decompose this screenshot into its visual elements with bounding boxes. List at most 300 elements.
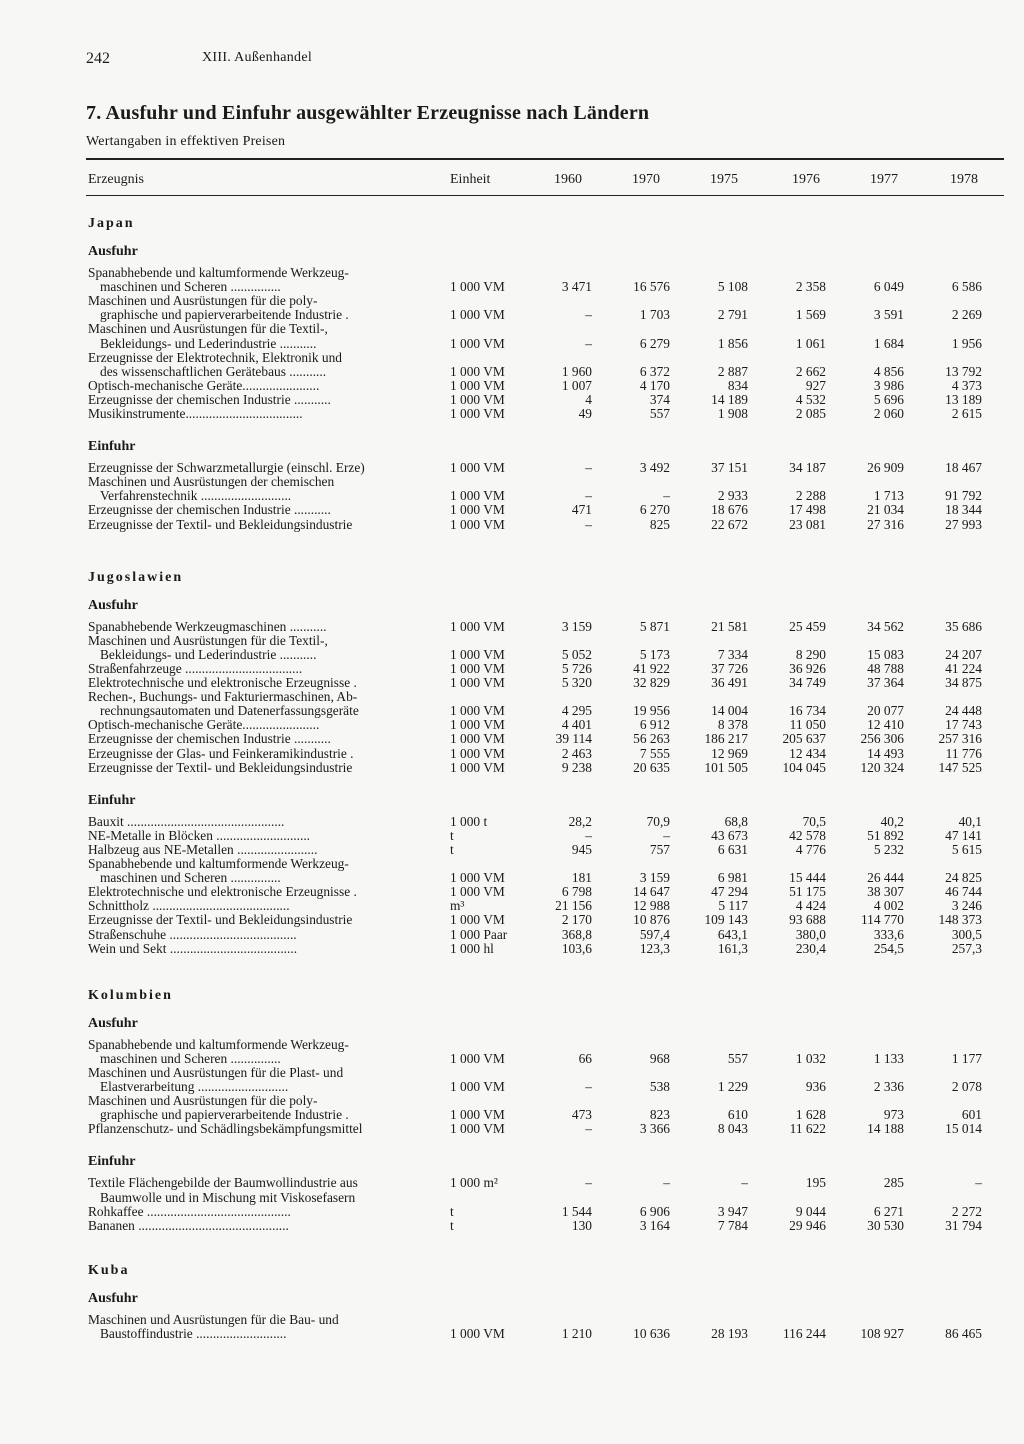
row-value: – xyxy=(663,1175,670,1191)
row-value: 601 xyxy=(961,1107,982,1123)
row-value: 257,3 xyxy=(951,940,982,956)
row-value: 5 726 xyxy=(561,660,592,676)
row-unit: 1 000 VM xyxy=(450,717,505,733)
row-value: 300,5 xyxy=(951,926,982,942)
row-value: 6 912 xyxy=(639,717,670,733)
row-value: 40,1 xyxy=(958,813,982,829)
row-value: – xyxy=(585,516,592,532)
row-label: graphische und papierverarbeitende Industrie . xyxy=(100,308,349,323)
row-value: 21 581 xyxy=(711,618,748,634)
row-label: Baustoffindustrie ........................... xyxy=(100,1326,287,1341)
table-row xyxy=(86,365,1004,379)
row-value: 22 672 xyxy=(711,516,748,532)
row-value: 17 498 xyxy=(789,502,826,518)
row-label: Rohkaffee ........................................... xyxy=(88,1204,291,1219)
row-unit: 1 000 VM xyxy=(450,307,505,323)
row-value: 1 229 xyxy=(717,1079,748,1094)
row-value: 43 673 xyxy=(711,827,748,843)
row-value: 7 555 xyxy=(639,745,670,761)
table-row xyxy=(86,761,1004,775)
row-value: 15 014 xyxy=(945,1121,982,1137)
row-value: 3 471 xyxy=(561,279,592,295)
table-row xyxy=(86,885,1004,899)
row-value: 29 946 xyxy=(789,1217,826,1233)
table-row xyxy=(86,942,1004,956)
table-row xyxy=(86,704,1004,718)
row-label: Straßenschuhe ...................................... xyxy=(88,927,297,942)
row-unit: 1 000 VM xyxy=(450,1107,505,1123)
row-value: 15 083 xyxy=(867,646,904,662)
row-value: 14 189 xyxy=(711,391,748,407)
table-row xyxy=(86,379,1004,393)
column-header-year: 1977 xyxy=(870,172,898,187)
row-value: 47 141 xyxy=(945,827,982,843)
row-unit: 1 000 VM xyxy=(450,646,505,662)
table-row xyxy=(86,829,1004,843)
row-value: 6 981 xyxy=(717,870,748,886)
row-label: Maschinen und Ausrüstungen für die poly- xyxy=(88,294,318,309)
table-row xyxy=(86,280,1004,294)
row-value: 473 xyxy=(571,1107,592,1123)
row-unit: 1 000 VM xyxy=(450,731,505,747)
column-header-year: 1978 xyxy=(950,172,978,187)
row-label: Baumwolle und in Mischung mit Viskosefasern xyxy=(100,1190,356,1205)
row-value: 1 177 xyxy=(951,1050,982,1066)
row-value: 823 xyxy=(649,1107,670,1123)
row-value: 86 465 xyxy=(945,1325,982,1341)
running-head: XIII. Außenhandel xyxy=(202,50,313,65)
row-label: Erzeugnisse der chemischen Industrie ........... xyxy=(88,503,331,518)
row-value: 9 238 xyxy=(561,759,592,775)
row-label: Schnittholz ......................................... xyxy=(88,899,290,914)
column-header-year: 1960 xyxy=(554,172,582,187)
row-value: 3 986 xyxy=(873,377,904,393)
row-value: 186 217 xyxy=(704,731,748,747)
row-value: 2 615 xyxy=(951,406,982,421)
row-value: 5 871 xyxy=(639,618,670,634)
row-unit: 1 000 VM xyxy=(450,488,505,504)
row-value: 5 117 xyxy=(718,898,748,914)
row-value: – xyxy=(585,488,592,504)
row-value: 120 324 xyxy=(860,759,904,775)
row-value: – xyxy=(663,827,670,843)
row-value: 4 532 xyxy=(795,391,826,407)
row-value: 6 906 xyxy=(639,1203,670,1219)
table-row xyxy=(86,676,1004,690)
row-value: 825 xyxy=(649,516,670,532)
table-row xyxy=(86,503,1004,517)
section-heading: Einfuhr xyxy=(88,1154,136,1170)
row-value: 114 770 xyxy=(860,912,904,928)
row-label: Textile Flächengebilde der Baumwollindustrie aus xyxy=(88,1176,358,1191)
row-value: 31 794 xyxy=(945,1217,982,1233)
row-value: 8 378 xyxy=(717,717,748,733)
row-value: 9 044 xyxy=(795,1203,826,1219)
row-value: 5 052 xyxy=(561,646,592,662)
row-label: Bekleidungs- und Lederindustrie ........... xyxy=(100,647,317,662)
row-label: Spanabhebende und kaltumformende Werkzeug- xyxy=(88,857,349,871)
row-label: maschinen und Scheren ............... xyxy=(100,871,281,886)
column-header-year: 1975 xyxy=(710,172,738,187)
table-row xyxy=(86,461,1004,475)
row-label: Spanabhebende Werkzeugmaschinen ........... xyxy=(88,619,327,634)
row-value: 21 034 xyxy=(867,502,904,518)
row-value: 2 463 xyxy=(561,745,592,761)
row-label: Halbzeug aus NE-Metallen ........................ xyxy=(88,842,318,857)
row-value: 285 xyxy=(883,1175,904,1191)
column-header-product: Erzeugnis xyxy=(88,172,144,187)
row-label: Erzeugnisse der Glas- und Feinkeramikindustrie . xyxy=(88,746,354,761)
row-value: 40,2 xyxy=(880,813,904,829)
table-row xyxy=(86,1080,1004,1094)
row-value: 20 635 xyxy=(633,759,670,775)
row-value: 56 263 xyxy=(633,731,670,747)
row-value: 7 784 xyxy=(717,1217,748,1233)
row-value: 28,2 xyxy=(568,813,592,829)
row-value: 38 307 xyxy=(867,884,904,900)
row-value: 66 xyxy=(578,1050,592,1066)
table-row xyxy=(86,489,1004,503)
row-unit: 1 000 VM xyxy=(450,660,505,676)
row-unit: 1 000 VM xyxy=(450,1050,505,1066)
table-row xyxy=(86,322,1004,336)
row-unit: 1 000 VM xyxy=(450,759,505,775)
row-value: 15 444 xyxy=(789,870,826,886)
row-value: 256 306 xyxy=(860,731,904,747)
row-unit: 1 000 VM xyxy=(450,502,505,518)
row-value: 116 244 xyxy=(782,1325,826,1341)
row-value: 230,4 xyxy=(795,940,826,956)
table-row xyxy=(86,407,1004,421)
row-value: 4 856 xyxy=(873,363,904,379)
row-value: 2 933 xyxy=(717,488,748,504)
row-value: 39 114 xyxy=(555,731,592,747)
row-value: 4 776 xyxy=(795,841,826,857)
row-value: 108 927 xyxy=(860,1325,904,1341)
row-value: 2 170 xyxy=(561,912,592,928)
section-heading: Ausfuhr xyxy=(88,244,138,259)
row-value: 6 049 xyxy=(873,279,904,295)
table-row xyxy=(86,1122,1004,1136)
row-value: – xyxy=(585,1121,592,1137)
table-row xyxy=(86,648,1004,662)
row-value: – xyxy=(663,488,670,504)
row-unit: 1 000 VM xyxy=(450,377,505,393)
table-row xyxy=(86,1327,1004,1341)
row-unit: 1 000 VM xyxy=(450,618,505,634)
row-value: 48 788 xyxy=(867,660,904,676)
row-value: 333,6 xyxy=(873,926,904,942)
row-value: 4 373 xyxy=(951,377,982,393)
row-unit: t xyxy=(450,841,454,857)
table-row xyxy=(86,351,1004,365)
row-value: 49 xyxy=(578,406,592,421)
row-label: Erzeugnisse der chemischen Industrie ........... xyxy=(88,392,331,407)
row-value: 16 734 xyxy=(789,703,826,719)
row-value: 20 077 xyxy=(867,703,904,719)
row-value: 1 032 xyxy=(795,1050,826,1066)
row-value: 5 232 xyxy=(873,841,904,857)
row-label: Musikinstrumente................................... xyxy=(88,407,303,421)
row-value: 3 366 xyxy=(639,1121,670,1137)
row-value: – xyxy=(585,1079,592,1094)
table-row xyxy=(86,1108,1004,1122)
row-label: maschinen und Scheren ............... xyxy=(100,1051,281,1066)
row-value: 3 492 xyxy=(639,460,670,476)
row-value: 10 876 xyxy=(633,912,670,928)
row-unit: 1 000 VM xyxy=(450,745,505,761)
row-value: 936 xyxy=(805,1079,826,1094)
table-row xyxy=(86,393,1004,407)
row-value: 8 043 xyxy=(717,1121,748,1137)
row-value: 610 xyxy=(727,1107,748,1123)
row-unit: 1 000 VM xyxy=(450,460,505,476)
row-value: 1 713 xyxy=(873,488,904,504)
row-label: Elektrotechnische und elektronische Erzeugnisse . xyxy=(88,885,357,900)
row-value: 6 270 xyxy=(639,502,670,518)
table-row xyxy=(86,294,1004,308)
row-value: 42 578 xyxy=(789,827,826,843)
row-value: 41 224 xyxy=(945,660,982,676)
row-label: Bekleidungs- und Lederindustrie ........... xyxy=(100,336,317,351)
row-value: 148 373 xyxy=(938,912,982,928)
row-label: Erzeugnisse der Textil- und Bekleidungsindustrie xyxy=(88,760,353,775)
row-value: 1 628 xyxy=(795,1107,826,1123)
country-heading: Jugoslawien xyxy=(88,569,184,585)
table-row xyxy=(86,1052,1004,1066)
row-value: 2 336 xyxy=(873,1079,904,1094)
row-value: 2 078 xyxy=(951,1079,982,1094)
row-value: 1 569 xyxy=(795,307,826,323)
row-value: 41 922 xyxy=(633,660,670,676)
row-label: Maschinen und Ausrüstungen für die Textil-, xyxy=(88,322,328,337)
row-value: 36 926 xyxy=(789,660,826,676)
row-value: 35 686 xyxy=(945,618,982,634)
row-value: 34 875 xyxy=(945,675,982,690)
row-value: 37 726 xyxy=(711,660,748,676)
row-value: 927 xyxy=(805,377,826,393)
row-value: 12 434 xyxy=(789,745,826,761)
table-row xyxy=(86,662,1004,676)
row-label: des wissenschaftlichen Gerätebaus ........... xyxy=(100,364,327,379)
row-value: – xyxy=(585,460,592,476)
row-label: Optisch-mechanische Geräte....................... xyxy=(88,378,320,393)
row-value: 2 358 xyxy=(795,279,826,295)
table-row xyxy=(86,857,1004,871)
row-value: 14 493 xyxy=(867,745,904,761)
row-value: 24 825 xyxy=(945,870,982,886)
row-unit: 1 000 hl xyxy=(450,940,494,956)
row-value: 19 956 xyxy=(633,703,670,719)
country-heading: Kolumbien xyxy=(88,987,173,1003)
row-value: 973 xyxy=(883,1107,904,1123)
row-value: 24 448 xyxy=(945,703,982,719)
row-value: 14 647 xyxy=(633,884,670,900)
row-label: Pflanzenschutz- und Schädlingsbekämpfungsmittel xyxy=(88,1122,363,1137)
row-value: 34 749 xyxy=(789,675,826,690)
row-unit: 1 000 Paar xyxy=(450,926,508,942)
row-label: Bauxit ............................................... xyxy=(88,814,285,829)
table-row xyxy=(86,266,1004,280)
row-unit: 1 000 VM xyxy=(450,884,505,900)
row-value: 109 143 xyxy=(704,912,748,928)
row-value: 17 743 xyxy=(945,717,982,733)
row-value: 8 290 xyxy=(795,646,826,662)
row-label: maschinen und Scheren ............... xyxy=(100,280,281,295)
section-heading: Ausfuhr xyxy=(88,597,138,613)
header-rule-bottom xyxy=(86,195,1004,196)
row-value: – xyxy=(585,827,592,843)
table-row xyxy=(86,928,1004,942)
section-heading: Ausfuhr xyxy=(88,1015,138,1031)
row-value: 26 909 xyxy=(867,460,904,476)
row-value: 3 947 xyxy=(717,1203,748,1219)
row-value: 47 294 xyxy=(711,884,748,900)
row-value: 6 798 xyxy=(561,884,592,900)
row-value: 6 279 xyxy=(639,335,670,351)
row-value: 18 467 xyxy=(945,460,982,476)
page-number: 242 xyxy=(86,50,110,67)
row-value: 103,6 xyxy=(561,940,592,956)
table-row xyxy=(86,815,1004,829)
column-header-unit: Einheit xyxy=(450,172,491,187)
table-row xyxy=(86,747,1004,761)
row-label: graphische und papierverarbeitende Industrie . xyxy=(100,1108,349,1123)
table-row xyxy=(86,475,1004,489)
table-row xyxy=(86,1038,1004,1052)
row-label: Wein und Sekt ...................................... xyxy=(88,941,298,956)
row-label: Maschinen und Ausrüstungen für die poly- xyxy=(88,1094,318,1109)
row-label: Erzeugnisse der Textil- und Bekleidungsindustrie xyxy=(88,913,353,928)
row-unit: 1 000 VM xyxy=(450,675,505,690)
row-unit: 1 000 VM xyxy=(450,1325,505,1341)
header-rule-top xyxy=(86,158,1004,160)
table-row xyxy=(86,732,1004,746)
row-value: 12 410 xyxy=(867,717,904,733)
table-row xyxy=(86,308,1004,322)
row-value: 7 334 xyxy=(717,646,748,662)
row-label: Maschinen und Ausrüstungen für die Bau- und xyxy=(88,1312,339,1327)
row-value: 1 703 xyxy=(639,307,670,323)
row-unit: 1 000 VM xyxy=(450,516,505,532)
row-value: 557 xyxy=(727,1050,748,1066)
row-value: 4 xyxy=(585,391,592,407)
row-value: 1 061 xyxy=(795,335,826,351)
row-value: 4 401 xyxy=(561,717,592,733)
table-row xyxy=(86,1176,1004,1190)
row-value: 26 444 xyxy=(867,870,904,886)
row-value: 2 662 xyxy=(795,363,826,379)
row-value: 51 892 xyxy=(867,827,904,843)
row-value: 1 133 xyxy=(873,1050,904,1066)
row-unit: t xyxy=(450,1217,454,1233)
row-value: 4 170 xyxy=(639,377,670,393)
table-row xyxy=(86,843,1004,857)
row-value: 18 344 xyxy=(945,502,982,518)
row-value: 2 085 xyxy=(795,406,826,421)
row-label: Maschinen und Ausrüstungen für die Plast- und xyxy=(88,1065,344,1080)
row-value: – xyxy=(975,1175,982,1191)
row-value: 161,3 xyxy=(717,940,748,956)
row-unit: 1 000 t xyxy=(450,813,488,829)
row-value: 24 207 xyxy=(945,646,982,662)
row-value: 5 173 xyxy=(639,646,670,662)
row-value: 1 544 xyxy=(561,1203,592,1219)
table-row xyxy=(86,518,1004,532)
row-value: 51 175 xyxy=(789,884,826,900)
row-value: 2 288 xyxy=(795,488,826,504)
row-value: 123,3 xyxy=(639,940,670,956)
row-value: 93 688 xyxy=(789,912,826,928)
row-label: Straßenfahrzeuge ................................... xyxy=(88,661,303,676)
row-value: 374 xyxy=(649,391,670,407)
row-value: 21 156 xyxy=(555,898,592,914)
row-value: 1 210 xyxy=(561,1325,592,1341)
row-value: 3 246 xyxy=(951,898,982,914)
row-unit: 1 000 VM xyxy=(450,279,505,295)
row-value: 968 xyxy=(649,1050,670,1066)
row-value: 2 791 xyxy=(717,307,748,323)
row-unit: 1 000 VM xyxy=(450,406,505,421)
row-value: 70,5 xyxy=(802,813,826,829)
table-row xyxy=(86,718,1004,732)
row-value: 6 271 xyxy=(873,1203,904,1219)
row-label: rechnungsautomaten und Datenerfassungsgeräte xyxy=(100,704,359,719)
row-value: 205 637 xyxy=(782,731,826,747)
row-value: 257 316 xyxy=(938,731,982,747)
row-value: 181 xyxy=(571,870,592,886)
row-value: – xyxy=(585,307,592,323)
row-value: 6 372 xyxy=(639,363,670,379)
row-value: – xyxy=(741,1175,748,1191)
row-value: 2 269 xyxy=(951,307,982,323)
row-unit: t xyxy=(450,827,454,843)
row-value: 27 993 xyxy=(945,516,982,532)
row-label: Spanabhebende und kaltumformende Werkzeug- xyxy=(88,1037,349,1052)
row-label: Rechen-, Buchungs- und Fakturiermaschinen, Ab- xyxy=(88,690,358,705)
table-row xyxy=(86,620,1004,634)
row-value: 3 159 xyxy=(639,870,670,886)
row-value: 25 459 xyxy=(789,618,826,634)
row-value: 12 988 xyxy=(633,898,670,914)
row-unit: 1 000 VM xyxy=(450,391,505,407)
table-row xyxy=(86,1191,1004,1205)
section-heading: Einfuhr xyxy=(88,439,136,455)
column-header-year: 1970 xyxy=(632,172,660,187)
row-value: 28 193 xyxy=(711,1325,748,1341)
table-row xyxy=(86,634,1004,648)
row-value: 1 908 xyxy=(717,406,748,421)
row-label: Erzeugnisse der chemischen Industrie ........... xyxy=(88,732,331,747)
country-heading: Kuba xyxy=(88,1262,130,1278)
row-value: 471 xyxy=(571,502,592,518)
row-label: NE-Metalle in Blöcken ............................ xyxy=(88,828,311,843)
row-unit: 1 000 VM xyxy=(450,703,505,719)
row-value: 32 829 xyxy=(633,675,670,690)
row-value: 104 045 xyxy=(782,759,826,775)
row-unit: 1 000 VM xyxy=(450,1079,505,1094)
row-value: 643,1 xyxy=(717,926,748,942)
row-value: 11 776 xyxy=(945,745,982,761)
row-value: 3 164 xyxy=(639,1217,670,1233)
row-label: Optisch-mechanische Geräte....................... xyxy=(88,718,320,733)
row-value: 18 676 xyxy=(711,502,748,518)
row-value: 5 108 xyxy=(717,279,748,295)
row-label: Elektrotechnische und elektronische Erzeugnisse . xyxy=(88,676,357,690)
row-value: 11 050 xyxy=(789,717,826,733)
country-heading: Japan xyxy=(88,216,135,231)
row-value: 254,5 xyxy=(873,940,904,956)
